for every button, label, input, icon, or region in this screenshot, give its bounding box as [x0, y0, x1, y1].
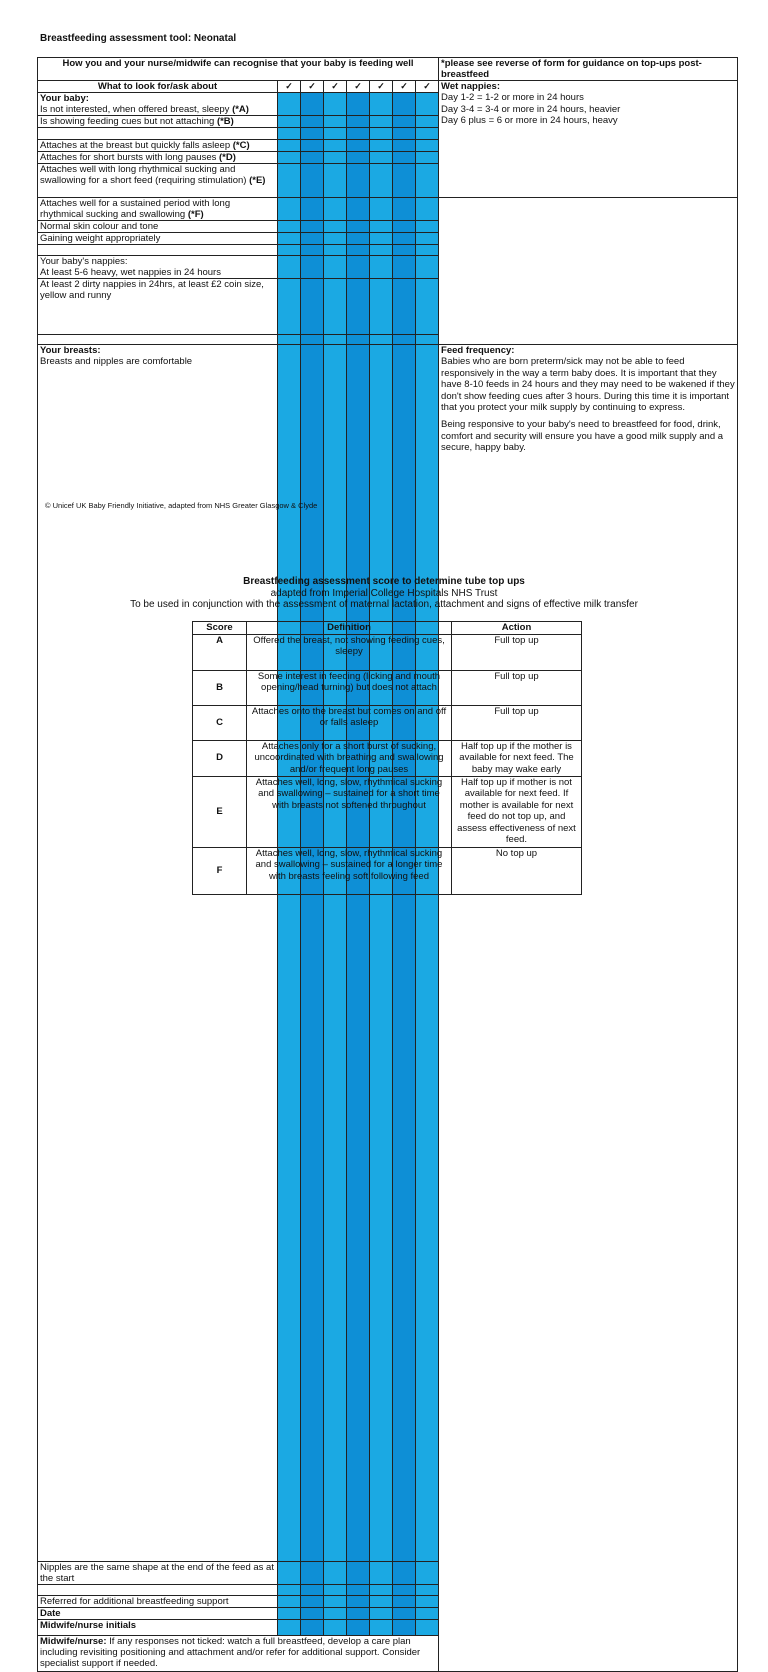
- freq-label: Feed frequency:: [441, 345, 515, 356]
- wet-nappies-cell: [439, 81, 738, 198]
- tick-cell[interactable]: [278, 93, 301, 116]
- tick-cell[interactable]: [278, 345, 301, 1562]
- tick-cell[interactable]: [416, 256, 439, 279]
- tick-cell[interactable]: [301, 140, 324, 152]
- tick-cell[interactable]: [278, 335, 301, 345]
- footer-text: If any responses not ticked: watch a full breastfeed, develop a care plan including revisiting positioning and attachment and/or refer for additional support. Consider specialist support if needed.: [40, 1636, 421, 1670]
- tick-cell[interactable]: [393, 1562, 416, 1585]
- tick-cell[interactable]: [278, 198, 301, 221]
- wet-line: Day 3-4 = 3-4 or more in 24 hours, heavier: [441, 103, 621, 115]
- tick-cell[interactable]: [347, 140, 370, 152]
- score-definition: Attaches well, long, slow, rhythmical sucking and swallowing – sustained for a longer time with breasts feeling soft following feed: [247, 847, 452, 894]
- tick-cell[interactable]: [370, 256, 393, 279]
- tick-cell[interactable]: [416, 140, 439, 152]
- tick-cell[interactable]: [416, 1585, 439, 1596]
- item-code: (*F): [187, 209, 204, 220]
- blank-row: [38, 1585, 278, 1596]
- item-text: Attaches at the breast but quickly falls asleep: [40, 140, 231, 151]
- initials-cell[interactable]: [301, 1620, 324, 1636]
- score-subtitle-2: To be used in conjunction with the assessment of maternal lactation, attachment and signs of effective milk transfer: [130, 599, 638, 610]
- tick-cell[interactable]: [301, 152, 324, 164]
- nappies-dirty: At least 2 dirty nappies in 24hrs, at least £2 coin size, yellow and runny: [38, 279, 278, 335]
- tick-cell[interactable]: [278, 1596, 301, 1608]
- tick-cell[interactable]: [278, 233, 301, 245]
- header-right: *please see reverse of form for guidance on top-ups post-breastfeed: [439, 58, 738, 81]
- tick-cell[interactable]: [347, 221, 370, 233]
- blank-row: [38, 245, 278, 256]
- initials-cell[interactable]: [347, 1620, 370, 1636]
- tick-cell[interactable]: [416, 116, 439, 128]
- date-cell[interactable]: [393, 1608, 416, 1620]
- score-action: Full top up: [452, 705, 582, 740]
- page-title: Breastfeeding assessment tool: Neonatal: [40, 33, 237, 44]
- tick-cell[interactable]: [370, 233, 393, 245]
- tick-cell[interactable]: [347, 128, 370, 140]
- baby-item-e: [38, 164, 278, 198]
- tick-cell[interactable]: [393, 345, 416, 1562]
- tick-cell[interactable]: [278, 245, 301, 256]
- tick-cell[interactable]: [347, 233, 370, 245]
- tick-cell[interactable]: [324, 152, 347, 164]
- tick-cell[interactable]: [347, 93, 370, 116]
- score-definition: Attaches well, long, slow, rhythmical sucking and swallowing – sustained for a short time with breasts not softened throughout: [247, 776, 452, 847]
- tick-cell[interactable]: [324, 198, 347, 221]
- tick-cell[interactable]: [393, 93, 416, 116]
- tick-cell[interactable]: [301, 198, 324, 221]
- baby-item-d: [38, 152, 278, 164]
- date-cell[interactable]: [416, 1608, 439, 1620]
- tick-cell[interactable]: [347, 1562, 370, 1585]
- tick-cell[interactable]: [324, 93, 347, 116]
- tick-cell[interactable]: [370, 245, 393, 256]
- tick-header: ✓: [324, 81, 347, 93]
- date-cell[interactable]: [324, 1608, 347, 1620]
- tick-cell[interactable]: [278, 164, 301, 198]
- item-text: Attaches well with long rhythmical sucking and swallowing for a short feed (requiring stimulation): [40, 164, 247, 186]
- tick-cell[interactable]: [347, 335, 370, 345]
- wet-line: Day 6 plus = 6 or more in 24 hours, heavy: [441, 115, 618, 127]
- tick-cell[interactable]: [370, 164, 393, 198]
- score-action: Half top up if the mother is available for next feed. The baby may wake early: [452, 740, 582, 776]
- tick-cell[interactable]: [370, 335, 393, 345]
- item-code: (*D): [219, 152, 236, 163]
- wet-label: Wet nappies:: [441, 81, 500, 92]
- score-title: Breastfeeding assessment score to determine tube top ups: [243, 576, 525, 587]
- tick-cell[interactable]: [347, 345, 370, 1562]
- tick-cell[interactable]: [278, 279, 301, 335]
- tick-cell[interactable]: [370, 116, 393, 128]
- tick-cell[interactable]: [301, 1562, 324, 1585]
- tick-cell[interactable]: [393, 279, 416, 335]
- item-code: (*E): [249, 175, 266, 186]
- score-letter: E: [193, 776, 247, 847]
- breasts-comfortable: [38, 345, 278, 1562]
- tick-cell[interactable]: [301, 1585, 324, 1596]
- item-text: At least 5-6 heavy, wet nappies in 24 hours: [40, 267, 221, 278]
- tick-header: ✓: [416, 81, 439, 93]
- tick-cell[interactable]: [416, 221, 439, 233]
- tick-cell[interactable]: [301, 335, 324, 345]
- tick-cell[interactable]: [301, 93, 324, 116]
- tick-cell[interactable]: [301, 345, 324, 1562]
- tick-cell[interactable]: [370, 198, 393, 221]
- tick-cell[interactable]: [393, 198, 416, 221]
- tick-cell[interactable]: [347, 164, 370, 198]
- tick-cell[interactable]: [370, 140, 393, 152]
- item-code: (*C): [232, 140, 250, 151]
- date-cell[interactable]: [301, 1608, 324, 1620]
- copyright: © Unicef UK Baby Friendly Initiative, adapted from NHS Greater Glasgow & Clyde: [45, 501, 318, 510]
- tick-cell[interactable]: [324, 245, 347, 256]
- tick-header: ✓: [301, 81, 324, 93]
- tick-cell[interactable]: [301, 116, 324, 128]
- tick-header: ✓: [370, 81, 393, 93]
- tick-cell[interactable]: [347, 245, 370, 256]
- tick-cell[interactable]: [393, 128, 416, 140]
- initials-row: Midwife/nurse initials: [38, 1620, 278, 1636]
- definition-header: Definition: [247, 622, 452, 635]
- item-text: Attaches for short bursts with long pauses: [40, 152, 217, 163]
- tick-cell[interactable]: [324, 1562, 347, 1585]
- what-to-look-header: What to look for/ask about: [38, 81, 278, 93]
- tick-cell[interactable]: [324, 345, 347, 1562]
- initials-cell[interactable]: [370, 1620, 393, 1636]
- wet-line: Day 1-2 = 1-2 or more in 24 hours: [441, 92, 584, 104]
- tick-cell[interactable]: [416, 345, 439, 1562]
- tick-cell[interactable]: [370, 1585, 393, 1596]
- tick-cell[interactable]: [324, 335, 347, 345]
- tick-cell[interactable]: [301, 279, 324, 335]
- score-letter: D: [193, 740, 247, 776]
- tick-cell[interactable]: [324, 233, 347, 245]
- footer-label: Midwife/nurse:: [40, 1636, 107, 1648]
- tick-cell[interactable]: [393, 221, 416, 233]
- tick-cell[interactable]: [370, 1562, 393, 1585]
- tick-cell[interactable]: [301, 128, 324, 140]
- tick-cell[interactable]: [416, 198, 439, 221]
- score-action: Full top up: [452, 634, 582, 670]
- tick-cell[interactable]: [393, 1596, 416, 1608]
- tick-cell[interactable]: [416, 93, 439, 116]
- tick-cell[interactable]: [347, 1596, 370, 1608]
- date-row: Date: [38, 1608, 278, 1620]
- tick-cell[interactable]: [393, 1585, 416, 1596]
- tick-cell[interactable]: [324, 1596, 347, 1608]
- score-definition: Attaches only for a short burst of sucking, uncoordinated with breathing and swallowing and/or frequent long pauses: [247, 740, 452, 776]
- item-code: (*B): [216, 116, 234, 127]
- tick-cell[interactable]: [416, 152, 439, 164]
- tick-cell[interactable]: [416, 1596, 439, 1608]
- item-text: Is not interested, when offered breast, sleepy: [40, 104, 230, 115]
- date-cell[interactable]: [278, 1608, 301, 1620]
- tick-cell[interactable]: [324, 256, 347, 279]
- baby-item-f: [38, 198, 278, 221]
- tick-cell[interactable]: [416, 164, 439, 198]
- baby-item-weight: Gaining weight appropriately: [38, 233, 278, 245]
- score-action: Half top up if mother is not available for next feed. If mother is available for next feed do not top up, and assess effectiveness of next feed.: [452, 776, 582, 847]
- tick-cell[interactable]: [416, 128, 439, 140]
- initials-cell[interactable]: [278, 1620, 301, 1636]
- tick-cell[interactable]: [370, 345, 393, 1562]
- tick-cell[interactable]: [393, 233, 416, 245]
- tick-cell[interactable]: [324, 116, 347, 128]
- tick-cell[interactable]: [347, 279, 370, 335]
- tick-header: ✓: [278, 81, 301, 93]
- tick-cell[interactable]: [393, 256, 416, 279]
- tick-cell[interactable]: [416, 245, 439, 256]
- tick-cell[interactable]: [301, 256, 324, 279]
- item-text: Attaches well for a sustained period with long rhythmical sucking and swallowing: [40, 198, 231, 220]
- tick-cell[interactable]: [347, 152, 370, 164]
- score-definition: Attaches onto the breast but comes on and off or falls asleep: [247, 705, 452, 740]
- your-baby-label: Your baby:: [40, 93, 89, 104]
- tick-cell[interactable]: [278, 116, 301, 128]
- breasts-label: Your breasts:: [40, 345, 101, 356]
- tick-cell[interactable]: [301, 233, 324, 245]
- score-table: [192, 621, 582, 895]
- tick-cell[interactable]: [370, 152, 393, 164]
- tick-cell[interactable]: [370, 279, 393, 335]
- tick-cell[interactable]: [416, 335, 439, 345]
- score-definition: Offered the breast, not showing feeding cues, sleepy: [247, 634, 452, 670]
- tick-cell[interactable]: [347, 256, 370, 279]
- date-cell[interactable]: [370, 1608, 393, 1620]
- tick-cell[interactable]: [393, 335, 416, 345]
- tick-header: ✓: [347, 81, 370, 93]
- nappies-wet: [38, 256, 278, 279]
- item-code: (*A): [232, 104, 249, 115]
- tick-cell[interactable]: [347, 198, 370, 221]
- tick-cell[interactable]: [370, 128, 393, 140]
- score-action: Full top up: [452, 670, 582, 705]
- tick-cell[interactable]: [324, 1585, 347, 1596]
- tick-cell[interactable]: [278, 1585, 301, 1596]
- action-header: Action: [452, 622, 582, 635]
- tick-cell[interactable]: [278, 128, 301, 140]
- item-text: Is showing feeding cues but not attaching: [40, 116, 215, 127]
- score-header: Score: [193, 622, 247, 635]
- item-text: Breasts and nipples are comfortable: [40, 356, 193, 367]
- score-action: No top up: [452, 847, 582, 894]
- date-cell[interactable]: [347, 1608, 370, 1620]
- tick-cell[interactable]: [393, 140, 416, 152]
- blank-row: [38, 128, 278, 140]
- tick-cell[interactable]: [416, 233, 439, 245]
- tick-cell[interactable]: [324, 279, 347, 335]
- tick-header: ✓: [393, 81, 416, 93]
- score-letter: C: [193, 705, 247, 740]
- tick-cell[interactable]: [278, 256, 301, 279]
- tick-cell[interactable]: [301, 1596, 324, 1608]
- tick-cell[interactable]: [393, 164, 416, 198]
- initials-cell[interactable]: [416, 1620, 439, 1636]
- referred-row: Referred for additional breastfeeding support: [38, 1596, 278, 1608]
- tick-cell[interactable]: [416, 1562, 439, 1585]
- baby-item-c: [38, 140, 278, 152]
- tick-cell[interactable]: [347, 1585, 370, 1596]
- tick-cell[interactable]: [324, 128, 347, 140]
- footer-note: [38, 1636, 439, 1672]
- tick-cell[interactable]: [393, 152, 416, 164]
- score-subtitle: adapted from Imperial College Hospitals NHS Trust: [270, 588, 498, 599]
- initials-cell[interactable]: [324, 1620, 347, 1636]
- tick-cell[interactable]: [301, 221, 324, 233]
- tick-cell[interactable]: [278, 1562, 301, 1585]
- nappies-label: Your baby's nappies:: [40, 256, 128, 267]
- tick-cell[interactable]: [416, 279, 439, 335]
- tick-cell[interactable]: [278, 152, 301, 164]
- tick-cell[interactable]: [393, 245, 416, 256]
- tick-cell[interactable]: [347, 116, 370, 128]
- feed-frequency-cell: [439, 345, 738, 1672]
- score-letter: B: [193, 670, 247, 705]
- tick-cell[interactable]: [324, 140, 347, 152]
- tick-cell[interactable]: [370, 93, 393, 116]
- score-definition: Some interest in feeding (licking and mouth opening/head turning) but does not attach: [247, 670, 452, 705]
- freq-paragraph: Babies who are born preterm/sick may not be able to feed responsively in the way a term baby does. It is important that they have 8-10 feeds in 24 hours and they may need to be wakened if they don't show feeding cues after 3 hours. During this time it is important that you protect your milk supply by continuing to express.: [441, 356, 735, 414]
- tick-cell[interactable]: [278, 140, 301, 152]
- initials-cell[interactable]: [393, 1620, 416, 1636]
- breasts-nipples: Nipples are the same shape at the end of the feed as at the start: [38, 1562, 278, 1585]
- score-letter: A: [193, 634, 247, 670]
- tick-cell[interactable]: [370, 221, 393, 233]
- tick-cell[interactable]: [301, 245, 324, 256]
- baby-item-b: [38, 116, 278, 128]
- blank-row: [38, 335, 278, 345]
- tick-cell[interactable]: [301, 164, 324, 198]
- tick-cell[interactable]: [278, 221, 301, 233]
- baby-item-a: [38, 93, 278, 116]
- tick-cell[interactable]: [393, 116, 416, 128]
- score-letter: F: [193, 847, 247, 894]
- freq-paragraph-2: Being responsive to your baby's need to breastfeed for food, drink, comfort and security will ensure you have a good milk supply and a secure, happy baby.: [441, 419, 724, 454]
- tick-cell[interactable]: [324, 221, 347, 233]
- header-left: How you and your nurse/midwife can recognise that your baby is feeding well: [38, 58, 439, 81]
- tick-cell[interactable]: [324, 164, 347, 198]
- tick-cell[interactable]: [370, 1596, 393, 1608]
- baby-item-skin: Normal skin colour and tone: [38, 221, 278, 233]
